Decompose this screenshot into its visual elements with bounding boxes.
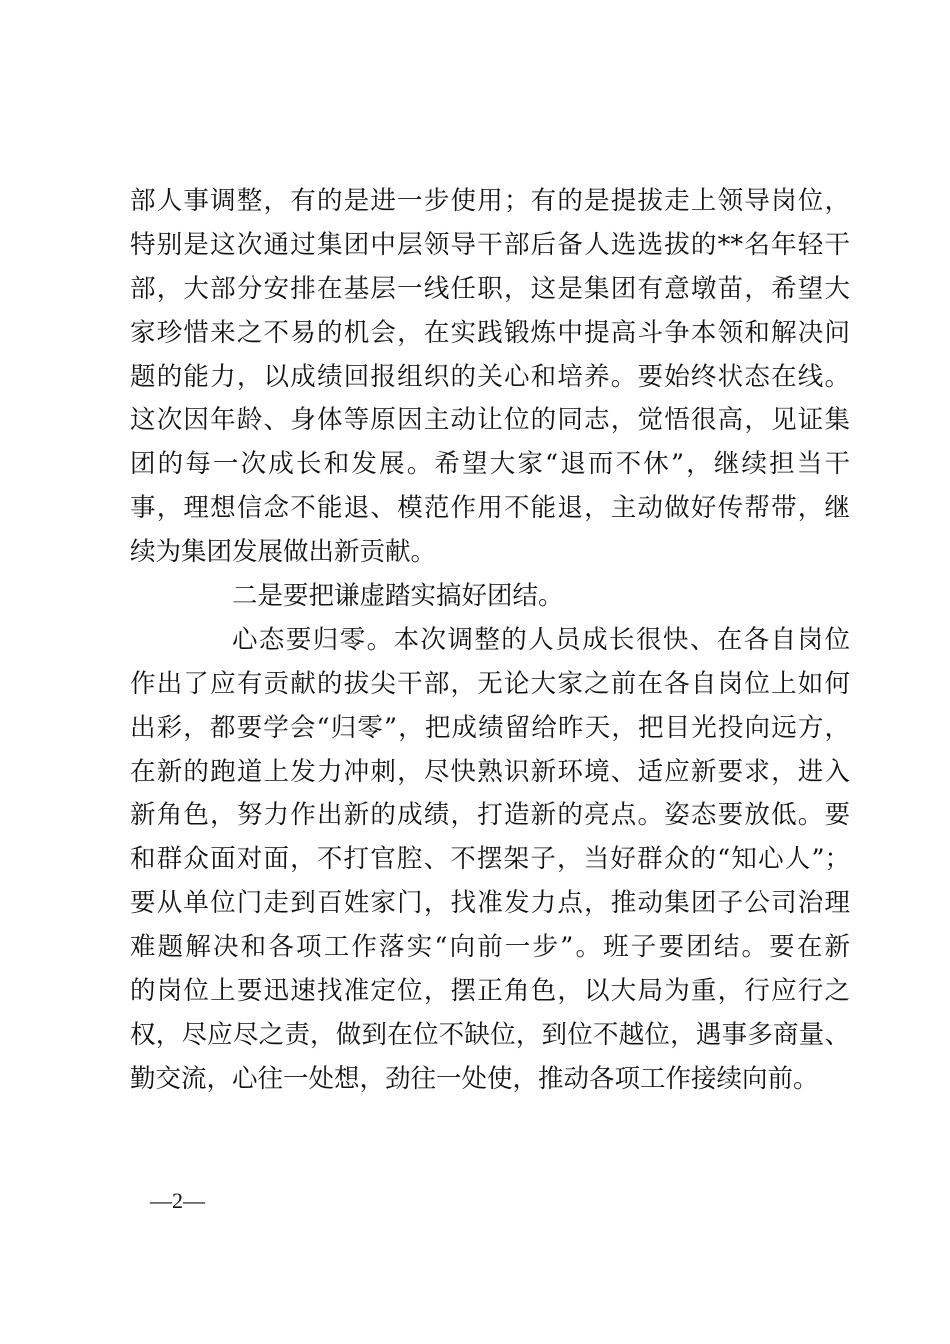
text-line: 部人事调整，有的是进一步使用；有的是提拔走上领导岗位， <box>130 186 850 216</box>
text-line: 出彩，都要学会“归零”，把成绩留给昨天，把目光投向远方， <box>130 712 850 743</box>
text-line: 作出了应有贡献的拔尖干部，无论大家之前在各自岗位上如何 <box>130 668 850 699</box>
text-line: 和群众面对面，不打官腔、不摆架子，当好群众的“知心人”； <box>130 844 850 875</box>
text-line: 勤交流，心往一处想，劲往一处使，推动各项工作接续向前。 <box>130 1063 819 1094</box>
text-line: 新角色，努力作出新的成绩，打造新的亮点。姿态要放低。要 <box>130 800 850 831</box>
text-line: 的岗位上要迅速找准定位，摆正角色，以大局为重，行应行之 <box>130 976 850 1007</box>
text-line: 权，尽应尽之责，做到在位不缺位，到位不越位，遇事多商量、 <box>130 1019 850 1050</box>
text-line: 难题解决和各项工作落实“向前一步”。班子要团结。要在新 <box>130 932 850 963</box>
text-line: 心态要归零。本次调整的人员成长很快、在各自岗位 <box>232 624 850 655</box>
body-text <box>130 180 850 1102</box>
text-line: 团的每一次成长和发展。希望大家“退而不休”，继续担当干 <box>130 449 850 480</box>
text-line: 要从单位门走到百姓家门，找准发力点，推动集团子公司治理 <box>130 888 850 919</box>
text-line: 家珍惜来之不易的机会，在实践锻炼中提高斗争本领和解决问 <box>130 317 850 348</box>
text-line: 续为集团发展做出新贡献。 <box>130 537 437 568</box>
text-line: 事，理想信念不能退、模范作用不能退，主动做好传帮带，继 <box>130 493 850 524</box>
text-line: 部，大部分安排在基层一线任职，这是集团有意墩苗，希望大 <box>130 273 850 304</box>
text-line: 这次因年龄、身体等原因主动让位的同志，觉悟很高，见证集 <box>130 405 850 436</box>
section-heading: 二是要把谦虚踏实搞好团结。 <box>232 581 564 612</box>
text-line: 特别是这次通过集团中层领导干部后备人选选拔的**名年轻干 <box>130 229 850 260</box>
text-line: 题的能力，以成绩回报组织的关心和培养。要始终状态在线。 <box>130 361 850 392</box>
page-number: —2— <box>150 1188 205 1213</box>
text-line: 在新的跑道上发力冲刺，尽快熟识新环境、适应新要求，进入 <box>130 756 850 787</box>
